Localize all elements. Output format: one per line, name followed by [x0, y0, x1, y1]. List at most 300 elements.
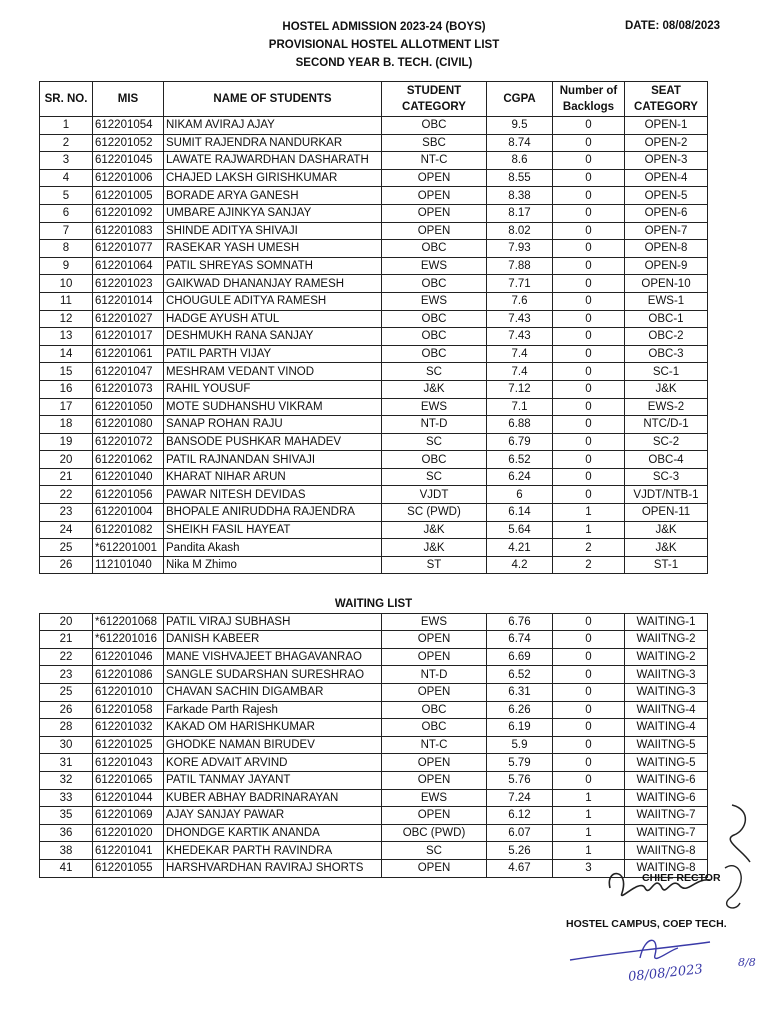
table-header-row — [40, 82, 708, 117]
cgpa-cell: 5.79 — [487, 754, 553, 772]
mis-cell: 612201020 — [93, 824, 164, 842]
cgpa-cell: 6 — [487, 486, 553, 504]
student-category-cell: OPEN — [382, 859, 487, 877]
mis-cell: 612201083 — [93, 222, 164, 240]
seat-category-cell: OPEN-7 — [625, 222, 708, 240]
student-category-cell: J&K — [382, 539, 487, 557]
mis-cell: 612201052 — [93, 134, 164, 152]
backlogs-cell: 0 — [553, 257, 625, 275]
blue-signature — [560, 930, 740, 970]
cgpa-cell: 6.12 — [487, 807, 553, 825]
student-category-cell: OPEN — [382, 222, 487, 240]
student-category-cell: EWS — [382, 613, 487, 631]
allotted-row — [40, 187, 708, 205]
student-name-cell: KUBER ABHAY BADRINARAYAN — [164, 789, 382, 807]
seat-category-cell: OBC-2 — [625, 328, 708, 346]
backlogs-cell: 0 — [553, 754, 625, 772]
seat-category-cell: WAIITNG-5 — [625, 736, 708, 754]
backlogs-cell: 0 — [553, 701, 625, 719]
backlogs-cell: 0 — [553, 736, 625, 754]
cgpa-cell: 6.24 — [487, 468, 553, 486]
student-name-cell: CHOUGULE ADITYA RAMESH — [164, 292, 382, 310]
student-name-cell: Farkade Parth Rajesh — [164, 701, 382, 719]
cgpa-cell: 7.24 — [487, 789, 553, 807]
sr-no-cell: 18 — [40, 416, 93, 434]
student-name-cell: Nika M Zhimo — [164, 556, 382, 574]
student-name-cell: GHODKE NAMAN BIRUDEV — [164, 736, 382, 754]
seat-category-cell: OPEN-9 — [625, 257, 708, 275]
backlogs-cell: 0 — [553, 468, 625, 486]
cgpa-cell: 8.02 — [487, 222, 553, 240]
backlogs-cell: 0 — [553, 292, 625, 310]
student-category-cell: NT-C — [382, 736, 487, 754]
cgpa-cell: 7.88 — [487, 257, 553, 275]
student-category-cell: OBC — [382, 328, 487, 346]
student-category-cell: OPEN — [382, 169, 487, 187]
waiting-row — [40, 754, 708, 772]
corner-scribble — [712, 800, 762, 870]
sr-no-cell: 24 — [40, 521, 93, 539]
student-name-cell: BHOPALE ANIRUDDHA RAJENDRA — [164, 504, 382, 522]
student-name-cell: PATIL VIRAJ SUBHASH — [164, 613, 382, 631]
student-category-cell: SBC — [382, 134, 487, 152]
student-name-cell: MOTE SUDHANSHU VIKRAM — [164, 398, 382, 416]
mis-cell: 612201045 — [93, 152, 164, 170]
seat-category-cell: OPEN-11 — [625, 504, 708, 522]
seat-category-cell: WAITING-8 — [625, 859, 708, 877]
allotted-rows — [40, 117, 708, 574]
student-category-cell: NT-D — [382, 666, 487, 684]
student-category-cell: EWS — [382, 398, 487, 416]
sr-no-cell: 20 — [40, 613, 93, 631]
backlogs-cell: 1 — [553, 521, 625, 539]
seat-category-cell: WAIITNG-4 — [625, 701, 708, 719]
allotted-row — [40, 257, 708, 275]
waiting-row — [40, 824, 708, 842]
student-name-cell: SANGLE SUDARSHAN SURESHRAO — [164, 666, 382, 684]
seat-category-cell: OBC-4 — [625, 451, 708, 469]
sr-no-cell: 3 — [40, 152, 93, 170]
cgpa-cell: 6.07 — [487, 824, 553, 842]
student-category-cell: SC — [382, 842, 487, 860]
sr-no-cell: 22 — [40, 648, 93, 666]
mis-cell: 612201073 — [93, 380, 164, 398]
student-name-cell: DHONDGE KARTIK ANANDA — [164, 824, 382, 842]
student-category-cell: OPEN — [382, 631, 487, 649]
mis-cell: 612201025 — [93, 736, 164, 754]
backlogs-cell: 0 — [553, 433, 625, 451]
backlogs-cell: 0 — [553, 169, 625, 187]
student-name-cell: SUMIT RAJENDRA NANDURKAR — [164, 134, 382, 152]
cgpa-cell: 6.19 — [487, 719, 553, 737]
backlogs-cell: 0 — [553, 631, 625, 649]
mis-cell: 612201032 — [93, 719, 164, 737]
rector-title: CHIEF RECTOR — [642, 872, 721, 884]
title-line-1: HOSTEL ADMISSION 2023-24 (BOYS) — [282, 21, 486, 33]
allotted-row — [40, 363, 708, 381]
cgpa-cell: 7.43 — [487, 310, 553, 328]
col-cgpa: CGPA — [487, 82, 553, 117]
allotted-row — [40, 504, 708, 522]
seat-category-cell: OPEN-4 — [625, 169, 708, 187]
cgpa-cell: 7.71 — [487, 275, 553, 293]
seat-category-cell: WAIITNG-2 — [625, 631, 708, 649]
seat-category-cell: OPEN-1 — [625, 117, 708, 135]
backlogs-cell: 0 — [553, 152, 625, 170]
seat-category-cell: OPEN-10 — [625, 275, 708, 293]
seat-category-cell: J&K — [625, 539, 708, 557]
cgpa-cell: 6.79 — [487, 433, 553, 451]
student-category-cell: OBC — [382, 719, 487, 737]
mis-cell: 612201055 — [93, 859, 164, 877]
sr-no-cell: 8 — [40, 240, 93, 258]
mis-cell: 612201046 — [93, 648, 164, 666]
student-category-cell: OBC — [382, 240, 487, 258]
mis-cell: 612201058 — [93, 701, 164, 719]
sr-no-cell: 10 — [40, 275, 93, 293]
sr-no-cell: 5 — [40, 187, 93, 205]
student-name-cell: RASEKAR YASH UMESH — [164, 240, 382, 258]
student-category-cell: NT-D — [382, 416, 487, 434]
mis-cell: 612201069 — [93, 807, 164, 825]
sr-no-cell: 17 — [40, 398, 93, 416]
seat-category-cell: SC-1 — [625, 363, 708, 381]
student-name-cell: UMBARE AJINKYA SANJAY — [164, 204, 382, 222]
sr-no-cell: 21 — [40, 631, 93, 649]
backlogs-cell: 0 — [553, 363, 625, 381]
student-category-cell: ST — [382, 556, 487, 574]
cgpa-cell: 7.6 — [487, 292, 553, 310]
backlogs-cell: 0 — [553, 380, 625, 398]
backlogs-cell: 0 — [553, 486, 625, 504]
allotted-row — [40, 328, 708, 346]
backlogs-cell: 0 — [553, 134, 625, 152]
student-category-cell: OBC — [382, 701, 487, 719]
student-name-cell: Pandita Akash — [164, 539, 382, 557]
backlogs-cell: 0 — [553, 771, 625, 789]
cgpa-cell: 6.31 — [487, 683, 553, 701]
sr-no-cell: 33 — [40, 789, 93, 807]
allotted-row — [40, 310, 708, 328]
mis-cell: 612201056 — [93, 486, 164, 504]
mis-cell: 612201040 — [93, 468, 164, 486]
waiting-row — [40, 789, 708, 807]
sr-no-cell: 30 — [40, 736, 93, 754]
mis-cell: 612201027 — [93, 310, 164, 328]
backlogs-cell: 0 — [553, 398, 625, 416]
cgpa-cell: 7.93 — [487, 240, 553, 258]
sr-no-cell: 9 — [40, 257, 93, 275]
student-name-cell: PATIL SHREYAS SOMNATH — [164, 257, 382, 275]
student-name-cell: NIKAM AVIRAJ AJAY — [164, 117, 382, 135]
allotted-row — [40, 486, 708, 504]
student-name-cell: DESHMUKH RANA SANJAY — [164, 328, 382, 346]
waiting-list-heading: WAITING LIST — [40, 596, 708, 613]
sr-no-cell: 4 — [40, 169, 93, 187]
seat-category-cell: WAITING-6 — [625, 771, 708, 789]
backlogs-cell: 0 — [553, 204, 625, 222]
student-category-cell: OPEN — [382, 648, 487, 666]
mis-cell: 612201047 — [93, 363, 164, 381]
sr-no-cell: 23 — [40, 504, 93, 522]
allotted-row — [40, 556, 708, 574]
cgpa-cell: 7.43 — [487, 328, 553, 346]
seat-category-cell: WAIITNG-7 — [625, 807, 708, 825]
sr-no-cell: 41 — [40, 859, 93, 877]
backlogs-cell: 0 — [553, 222, 625, 240]
student-name-cell: LAWATE RAJWARDHAN DASHARATH — [164, 152, 382, 170]
sr-no-cell: 23 — [40, 666, 93, 684]
sr-no-cell: 12 — [40, 310, 93, 328]
allotted-row — [40, 345, 708, 363]
student-category-cell: OBC (PWD) — [382, 824, 487, 842]
student-category-cell: OPEN — [382, 754, 487, 772]
cgpa-cell: 8.17 — [487, 204, 553, 222]
student-name-cell: MESHRAM VEDANT VINOD — [164, 363, 382, 381]
seat-category-cell: WAITING-3 — [625, 683, 708, 701]
student-name-cell: CHAJED LAKSH GIRISHKUMAR — [164, 169, 382, 187]
seat-category-cell: OBC-1 — [625, 310, 708, 328]
cgpa-cell: 6.88 — [487, 416, 553, 434]
mis-cell: 612201050 — [93, 398, 164, 416]
campus-name: HOSTEL CAMPUS, COEP TECH. — [566, 918, 727, 930]
title-line-2: PROVISIONAL HOSTEL ALLOTMENT LIST — [268, 39, 500, 51]
seat-category-cell: J&K — [625, 521, 708, 539]
waiting-row — [40, 631, 708, 649]
allotted-row — [40, 451, 708, 469]
col-sr-no: SR. NO. — [40, 82, 93, 117]
student-category-cell: EWS — [382, 789, 487, 807]
handwritten-mark: 8/8 — [738, 956, 756, 969]
mis-cell: 612201072 — [93, 433, 164, 451]
allotted-row — [40, 433, 708, 451]
cgpa-cell: 4.67 — [487, 859, 553, 877]
seat-category-cell: WAITING-2 — [625, 648, 708, 666]
sr-no-cell: 26 — [40, 701, 93, 719]
backlogs-cell: 0 — [553, 328, 625, 346]
mis-cell: *612201001 — [93, 539, 164, 557]
cgpa-cell: 7.4 — [487, 345, 553, 363]
seat-category-cell: EWS-2 — [625, 398, 708, 416]
backlogs-cell: 0 — [553, 719, 625, 737]
sr-no-cell: 6 — [40, 204, 93, 222]
mis-cell: *612201016 — [93, 631, 164, 649]
student-category-cell: J&K — [382, 521, 487, 539]
sr-no-cell: 21 — [40, 468, 93, 486]
allotted-row — [40, 275, 708, 293]
waiting-row — [40, 666, 708, 684]
allotted-row — [40, 169, 708, 187]
allotted-row — [40, 416, 708, 434]
sr-no-cell: 28 — [40, 719, 93, 737]
mis-cell: 612201062 — [93, 451, 164, 469]
student-name-cell: SANAP ROHAN RAJU — [164, 416, 382, 434]
allotted-row — [40, 398, 708, 416]
student-name-cell: BANSODE PUSHKAR MAHADEV — [164, 433, 382, 451]
student-category-cell: NT-C — [382, 152, 487, 170]
mis-cell: 112101040 — [93, 556, 164, 574]
seat-category-cell: ST-1 — [625, 556, 708, 574]
student-name-cell: HARSHVARDHAN RAVIRAJ SHORTS — [164, 859, 382, 877]
sr-no-cell: 16 — [40, 380, 93, 398]
document-date: DATE: 08/08/2023 — [625, 20, 721, 32]
student-category-cell: EWS — [382, 292, 487, 310]
seat-category-cell: OPEN-6 — [625, 204, 708, 222]
seat-category-cell: WAITING-1 — [625, 613, 708, 631]
allotted-row — [40, 117, 708, 135]
waiting-row — [40, 736, 708, 754]
waiting-rows — [40, 596, 708, 877]
mis-cell: 612201080 — [93, 416, 164, 434]
sr-no-cell: 38 — [40, 842, 93, 860]
allotted-row — [40, 134, 708, 152]
mis-cell: 612201054 — [93, 117, 164, 135]
student-category-cell: OBC — [382, 451, 487, 469]
student-category-cell: OPEN — [382, 807, 487, 825]
allotted-row — [40, 521, 708, 539]
col-backlogs: Number of Backlogs — [553, 82, 625, 117]
sr-no-cell: 25 — [40, 683, 93, 701]
student-name-cell: MANE VISHVAJEET BHAGAVANRAO — [164, 648, 382, 666]
title-line-3: SECOND YEAR B. TECH. (CIVIL) — [295, 57, 473, 69]
allotted-row — [40, 468, 708, 486]
seat-category-cell: WAITING-6 — [625, 789, 708, 807]
backlogs-cell: 0 — [553, 683, 625, 701]
seat-category-cell: WAITING-4 — [625, 719, 708, 737]
sr-no-cell: 19 — [40, 433, 93, 451]
waiting-row — [40, 701, 708, 719]
mis-cell: 612201064 — [93, 257, 164, 275]
seat-category-cell: OPEN-8 — [625, 240, 708, 258]
cgpa-cell: 7.4 — [487, 363, 553, 381]
seat-category-cell: OPEN-5 — [625, 187, 708, 205]
seat-category-cell: VJDT/NTB-1 — [625, 486, 708, 504]
student-category-cell: OBC — [382, 345, 487, 363]
backlogs-cell: 1 — [553, 842, 625, 860]
backlogs-cell: 0 — [553, 613, 625, 631]
waiting-row — [40, 683, 708, 701]
cgpa-cell: 4.2 — [487, 556, 553, 574]
student-name-cell: PAWAR NITESH DEVIDAS — [164, 486, 382, 504]
student-category-cell: SC — [382, 468, 487, 486]
allotted-row — [40, 204, 708, 222]
allotment-table — [39, 81, 708, 574]
cgpa-cell: 6.76 — [487, 613, 553, 631]
student-name-cell: PATIL TANMAY JAYANT — [164, 771, 382, 789]
cgpa-cell: 8.6 — [487, 152, 553, 170]
mis-cell: 612201004 — [93, 504, 164, 522]
cgpa-cell: 5.64 — [487, 521, 553, 539]
backlogs-cell: 3 — [553, 859, 625, 877]
student-name-cell: KAKAD OM HARISHKUMAR — [164, 719, 382, 737]
cgpa-cell: 9.5 — [487, 117, 553, 135]
waiting-table — [39, 596, 708, 878]
mis-cell: 612201043 — [93, 754, 164, 772]
mis-cell: 612201082 — [93, 521, 164, 539]
backlogs-cell: 2 — [553, 539, 625, 557]
student-name-cell: CHAVAN SACHIN DIGAMBAR — [164, 683, 382, 701]
backlogs-cell: 0 — [553, 451, 625, 469]
seat-category-cell: J&K — [625, 380, 708, 398]
mis-cell: 612201086 — [93, 666, 164, 684]
student-category-cell: OPEN — [382, 683, 487, 701]
mis-cell: 612201044 — [93, 789, 164, 807]
cgpa-cell: 6.52 — [487, 451, 553, 469]
cgpa-cell: 5.26 — [487, 842, 553, 860]
sr-no-cell: 32 — [40, 771, 93, 789]
col-name: NAME OF STUDENTS — [164, 82, 382, 117]
mis-cell: 612201005 — [93, 187, 164, 205]
student-name-cell: KHARAT NIHAR ARUN — [164, 468, 382, 486]
backlogs-cell: 1 — [553, 824, 625, 842]
student-name-cell: PATIL PARTH VIJAY — [164, 345, 382, 363]
seat-category-cell: OPEN-2 — [625, 134, 708, 152]
sr-no-cell: 15 — [40, 363, 93, 381]
student-category-cell: J&K — [382, 380, 487, 398]
sr-no-cell: 1 — [40, 117, 93, 135]
waiting-row — [40, 842, 708, 860]
backlogs-cell: 1 — [553, 504, 625, 522]
mis-cell: 612201077 — [93, 240, 164, 258]
mis-cell: 612201006 — [93, 169, 164, 187]
backlogs-cell: 2 — [553, 556, 625, 574]
student-name-cell: HADGE AYUSH ATUL — [164, 310, 382, 328]
cgpa-cell: 4.21 — [487, 539, 553, 557]
cgpa-cell: 5.76 — [487, 771, 553, 789]
backlogs-cell: 0 — [553, 240, 625, 258]
student-name-cell: GAIKWAD DHANANJAY RAMESH — [164, 275, 382, 293]
student-category-cell: SC — [382, 363, 487, 381]
sr-no-cell: 2 — [40, 134, 93, 152]
waiting-row — [40, 771, 708, 789]
backlogs-cell: 0 — [553, 275, 625, 293]
student-category-cell: EWS — [382, 257, 487, 275]
allotted-row — [40, 380, 708, 398]
cgpa-cell: 6.14 — [487, 504, 553, 522]
waiting-row — [40, 807, 708, 825]
sr-no-cell: 20 — [40, 451, 93, 469]
allotted-row — [40, 152, 708, 170]
student-name-cell: AJAY SANJAY PAWAR — [164, 807, 382, 825]
mis-cell: *612201068 — [93, 613, 164, 631]
col-student-category: STUDENT CATEGORY — [382, 82, 487, 117]
allotted-row — [40, 222, 708, 240]
sr-no-cell: 22 — [40, 486, 93, 504]
student-name-cell: SHEIKH FASIL HAYEAT — [164, 521, 382, 539]
cgpa-cell: 6.52 — [487, 666, 553, 684]
backlogs-cell: 0 — [553, 648, 625, 666]
student-name-cell: KHEDEKAR PARTH RAVINDRA — [164, 842, 382, 860]
handwritten-date: 08/08/2023 — [627, 962, 704, 985]
student-category-cell: OPEN — [382, 204, 487, 222]
col-mis: MIS — [93, 82, 164, 117]
mis-cell: 612201014 — [93, 292, 164, 310]
student-category-cell: SC (PWD) — [382, 504, 487, 522]
cgpa-cell: 8.55 — [487, 169, 553, 187]
student-name-cell: RAHIL YOUSUF — [164, 380, 382, 398]
student-name-cell: BORADE ARYA GANESH — [164, 187, 382, 205]
cgpa-cell: 6.26 — [487, 701, 553, 719]
mis-cell: 612201061 — [93, 345, 164, 363]
seat-category-cell: EWS-1 — [625, 292, 708, 310]
cgpa-cell: 5.9 — [487, 736, 553, 754]
seat-category-cell: WAIITNG-3 — [625, 666, 708, 684]
sr-no-cell: 36 — [40, 824, 93, 842]
mis-cell: 612201041 — [93, 842, 164, 860]
seat-category-cell: OPEN-3 — [625, 152, 708, 170]
seat-category-cell: SC-3 — [625, 468, 708, 486]
cgpa-cell: 7.1 — [487, 398, 553, 416]
